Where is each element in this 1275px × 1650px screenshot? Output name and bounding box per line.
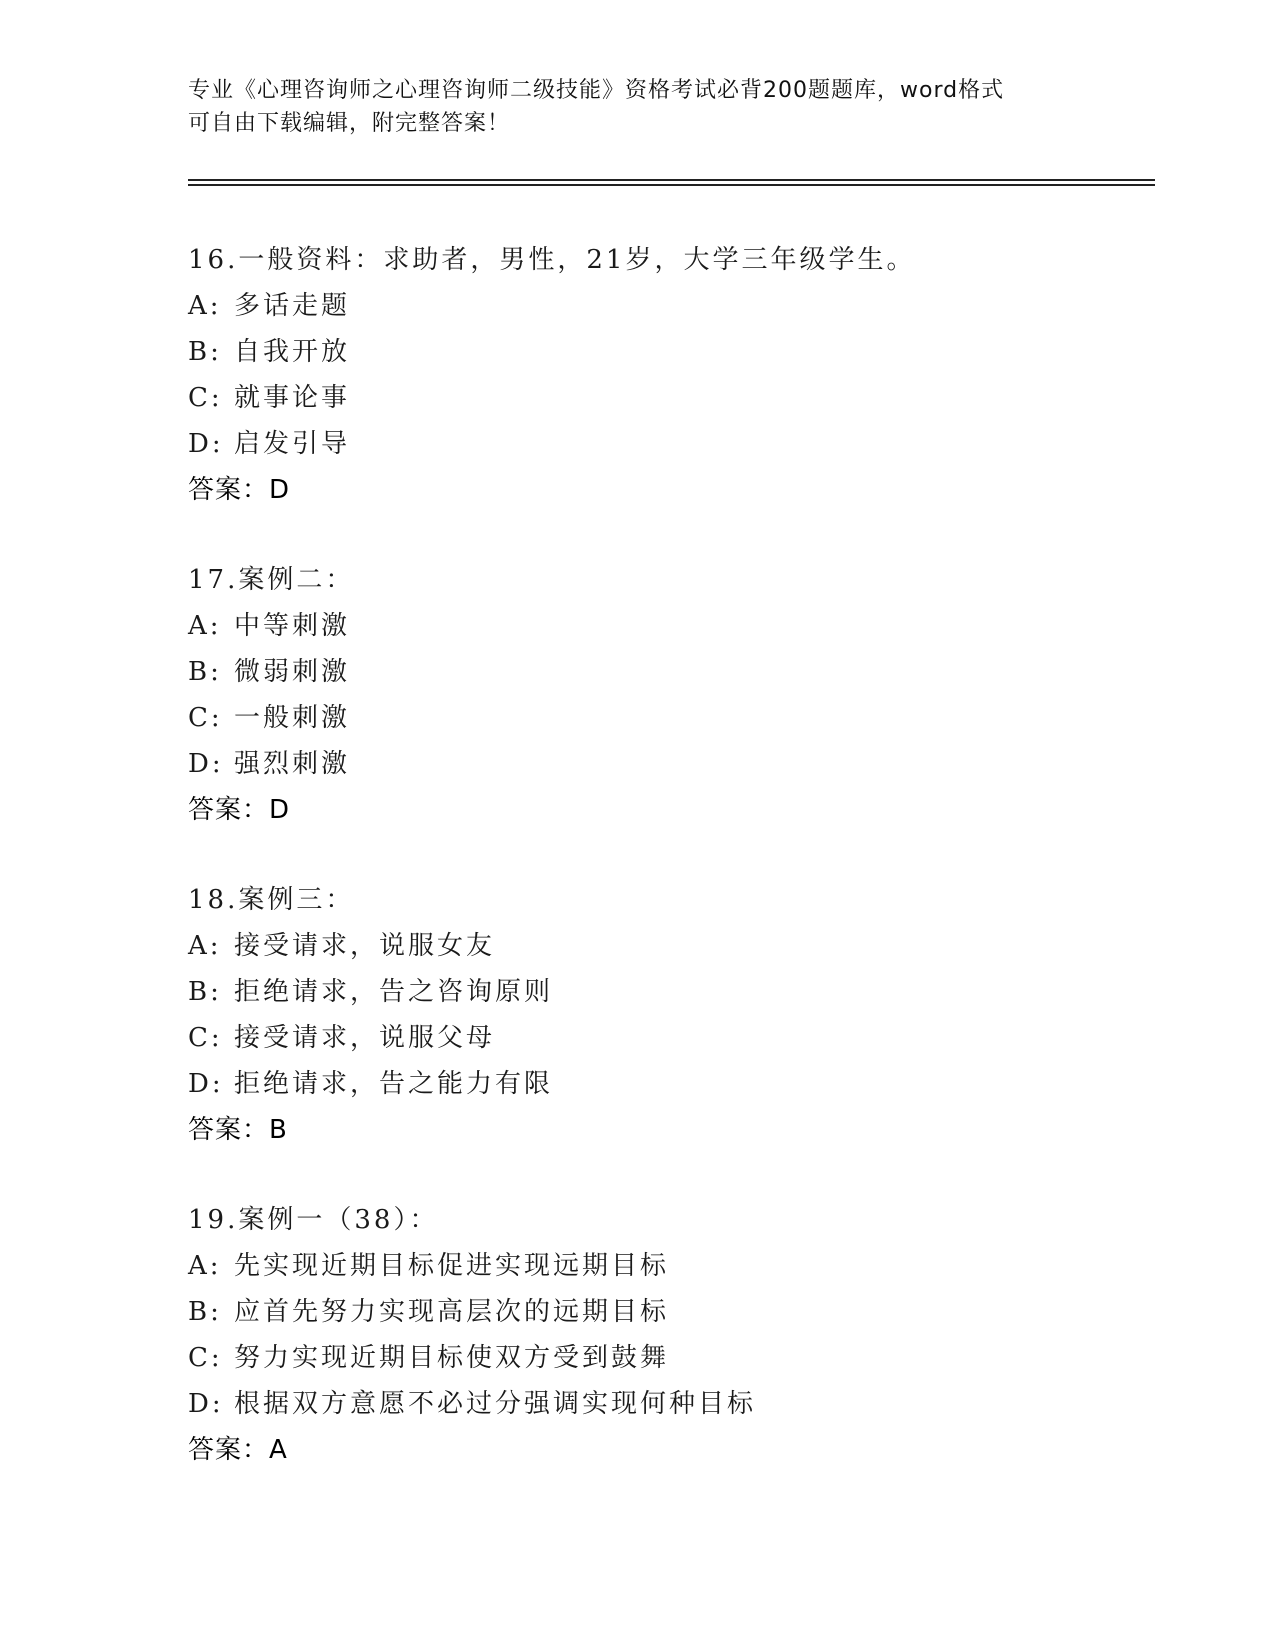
option-b — [188, 969, 1148, 1015]
option-text: 拒绝请求，告之咨询原则 — [234, 977, 554, 1007]
option-text: 中等刺激 — [234, 611, 351, 641]
answer-key: 答案：D — [188, 795, 291, 825]
question-number: 17. — [188, 565, 239, 595]
question-stem — [188, 557, 1148, 603]
question-stem — [188, 1197, 1148, 1243]
option-text: 强烈刺激 — [234, 749, 351, 779]
option-text: 接受请求，说服女友 — [234, 931, 496, 961]
option-c — [188, 375, 1148, 421]
option-letter: A: — [188, 291, 222, 321]
question-number: 18. — [188, 885, 239, 915]
option-c — [188, 1335, 1148, 1381]
question-16 — [188, 237, 1148, 513]
option-c — [188, 695, 1148, 741]
header-line-2: 可自由下载编辑，附完整答案！ — [188, 111, 511, 136]
option-b — [188, 329, 1148, 375]
question-stem — [188, 237, 1148, 283]
option-letter: C: — [188, 1343, 223, 1373]
question-17 — [188, 557, 1148, 833]
question-list — [188, 237, 1148, 1517]
option-text: 先实现近期目标促进实现远期目标 — [234, 1251, 670, 1281]
option-a — [188, 923, 1148, 969]
option-d — [188, 1381, 1148, 1427]
option-text: 启发引导 — [234, 429, 351, 459]
option-text: 多话走题 — [234, 291, 351, 321]
answer-key: 答案：D — [188, 475, 291, 505]
question-text: 案例一（38）： — [238, 1205, 439, 1235]
option-letter: B: — [188, 337, 222, 367]
option-letter: A: — [188, 931, 222, 961]
option-d — [188, 421, 1148, 467]
question-stem — [188, 877, 1148, 923]
question-text: 案例三： — [238, 885, 355, 915]
header-divider-top — [188, 179, 1155, 181]
option-text: 一般刺激 — [234, 703, 351, 733]
option-letter: C: — [188, 1023, 223, 1053]
document-header — [188, 74, 1088, 140]
option-text: 应首先努力实现高层次的远期目标 — [234, 1297, 670, 1327]
option-b — [188, 1289, 1148, 1335]
option-text: 根据双方意愿不必过分强调实现何种目标 — [234, 1389, 757, 1419]
option-c — [188, 1015, 1148, 1061]
option-a — [188, 603, 1148, 649]
option-text: 微弱刺激 — [234, 657, 351, 687]
option-text: 拒绝请求，告之能力有限 — [234, 1069, 554, 1099]
option-letter: A: — [188, 1251, 222, 1281]
question-number: 19. — [188, 1205, 239, 1235]
option-letter: D: — [188, 429, 224, 459]
option-a — [188, 1243, 1148, 1289]
option-text: 努力实现近期目标使双方受到鼓舞 — [234, 1343, 670, 1373]
option-letter: B: — [188, 1297, 222, 1327]
option-letter: B: — [188, 657, 222, 687]
question-19 — [188, 1197, 1148, 1473]
option-d — [188, 741, 1148, 787]
answer-key: 答案：B — [188, 1115, 288, 1145]
option-letter: C: — [188, 383, 223, 413]
option-b — [188, 649, 1148, 695]
question-text: 一般资料：求助者，男性，21岁，大学三年级学生。 — [238, 245, 916, 275]
option-letter: B: — [188, 977, 222, 1007]
option-a — [188, 283, 1148, 329]
option-d — [188, 1061, 1148, 1107]
answer-key: 答案：A — [188, 1435, 288, 1465]
header-line-1: 专业《心理咨询师之心理咨询师二级技能》资格考试必背200题题库，word格式 — [188, 78, 1005, 103]
option-letter: A: — [188, 611, 222, 641]
option-text: 就事论事 — [234, 383, 351, 413]
question-18 — [188, 877, 1148, 1153]
question-number: 16. — [188, 245, 239, 275]
header-divider-bottom — [188, 184, 1155, 186]
option-letter: D: — [188, 749, 224, 779]
option-letter: C: — [188, 703, 223, 733]
question-text: 案例二： — [238, 565, 355, 595]
option-letter: D: — [188, 1069, 224, 1099]
option-text: 自我开放 — [234, 337, 351, 367]
option-text: 接受请求，说服父母 — [234, 1023, 496, 1053]
option-letter: D: — [188, 1389, 224, 1419]
